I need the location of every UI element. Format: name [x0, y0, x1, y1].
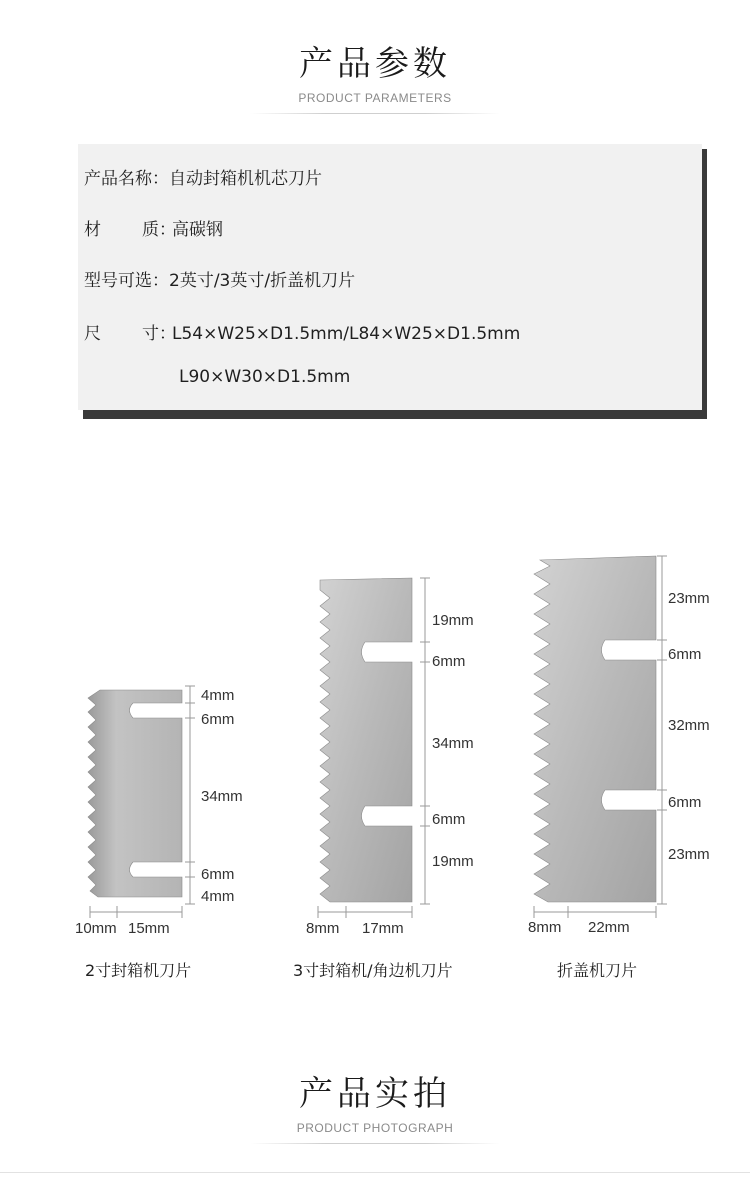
- blade-fold-dim-slot1: 6mm: [668, 646, 702, 663]
- blade-2inch-dim-width-b: 15mm: [128, 920, 170, 937]
- blade-fold-dim-mid: 32mm: [668, 717, 710, 734]
- param-model-label: 型号可选：: [84, 271, 169, 291]
- blade-fold-caption: 折盖机刀片: [557, 961, 638, 980]
- blade-3inch-dim-bottom: 19mm: [432, 853, 474, 870]
- section-title-text: 产品实拍: [299, 1074, 451, 1114]
- blade-3inch-shape: [320, 578, 412, 902]
- blade-fold-dim-bottom: 23mm: [668, 846, 710, 863]
- blade-3inch-dim-top: 19mm: [432, 612, 474, 629]
- param-material-label-b: 质：: [142, 220, 176, 240]
- blade-3inch-dim-width-b: 17mm: [362, 920, 404, 937]
- param-size-value-1: L54×W25×D1.5mm/L84×W25×D1.5mm: [172, 324, 521, 344]
- section-title-photo: [0, 1066, 750, 1144]
- section-subtitle-text: PRODUCT PHOTOGRAPH: [296, 1121, 454, 1135]
- blade-fold-shape: [534, 556, 656, 902]
- blade-2inch-dim-mid: 34mm: [201, 788, 243, 805]
- blade-2inch-dim-bottom: 4mm: [201, 888, 235, 905]
- param-name-label: 产品名称：: [84, 169, 169, 189]
- section-subtitle-text: PRODUCT PARAMETERS: [298, 91, 452, 105]
- blade-fold-dim-top: 23mm: [668, 590, 710, 607]
- blade-2inch-caption: 2寸封箱机刀片: [85, 961, 192, 980]
- bottom-divider: [0, 1172, 750, 1173]
- blade-2inch-dim-top: 4mm: [201, 687, 235, 704]
- blade-3inch-dim-slot2: 6mm: [432, 811, 466, 828]
- blade-3inch-dim-slot1: 6mm: [432, 653, 466, 670]
- blade-fold-dim-width-a: 8mm: [528, 919, 562, 936]
- blade-3inch-dim-width-a: 8mm: [306, 920, 340, 937]
- blade-2inch-dim-slot1: 6mm: [201, 711, 235, 728]
- blade-3inch-dim-mid: 34mm: [432, 735, 474, 752]
- section-title-text: 产品参数: [299, 44, 451, 84]
- param-material-label-a: 材: [84, 220, 101, 240]
- blade-2inch-dim-slot2: 6mm: [201, 866, 235, 883]
- param-name-value: 自动封箱机机芯刀片: [169, 169, 322, 189]
- blade-2inch-shape: [88, 690, 182, 897]
- title-divider: [250, 1143, 500, 1144]
- param-size-label-b: 寸：: [142, 324, 176, 344]
- blade-fold-dim-width-b: 22mm: [588, 919, 630, 936]
- param-size-value-2: L90×W30×D1.5mm: [179, 367, 351, 387]
- blade-2inch-dim-width-a: 10mm: [75, 920, 117, 937]
- param-size-label-a: 尺: [84, 324, 101, 344]
- param-model-value: 2英寸/3英寸/折盖机刀片: [169, 271, 356, 291]
- blade-fold-dim-slot2: 6mm: [668, 794, 702, 811]
- blade-3inch-caption: 3寸封箱机/角边机刀片: [293, 961, 453, 980]
- param-material-value: 高碳钢: [172, 220, 223, 240]
